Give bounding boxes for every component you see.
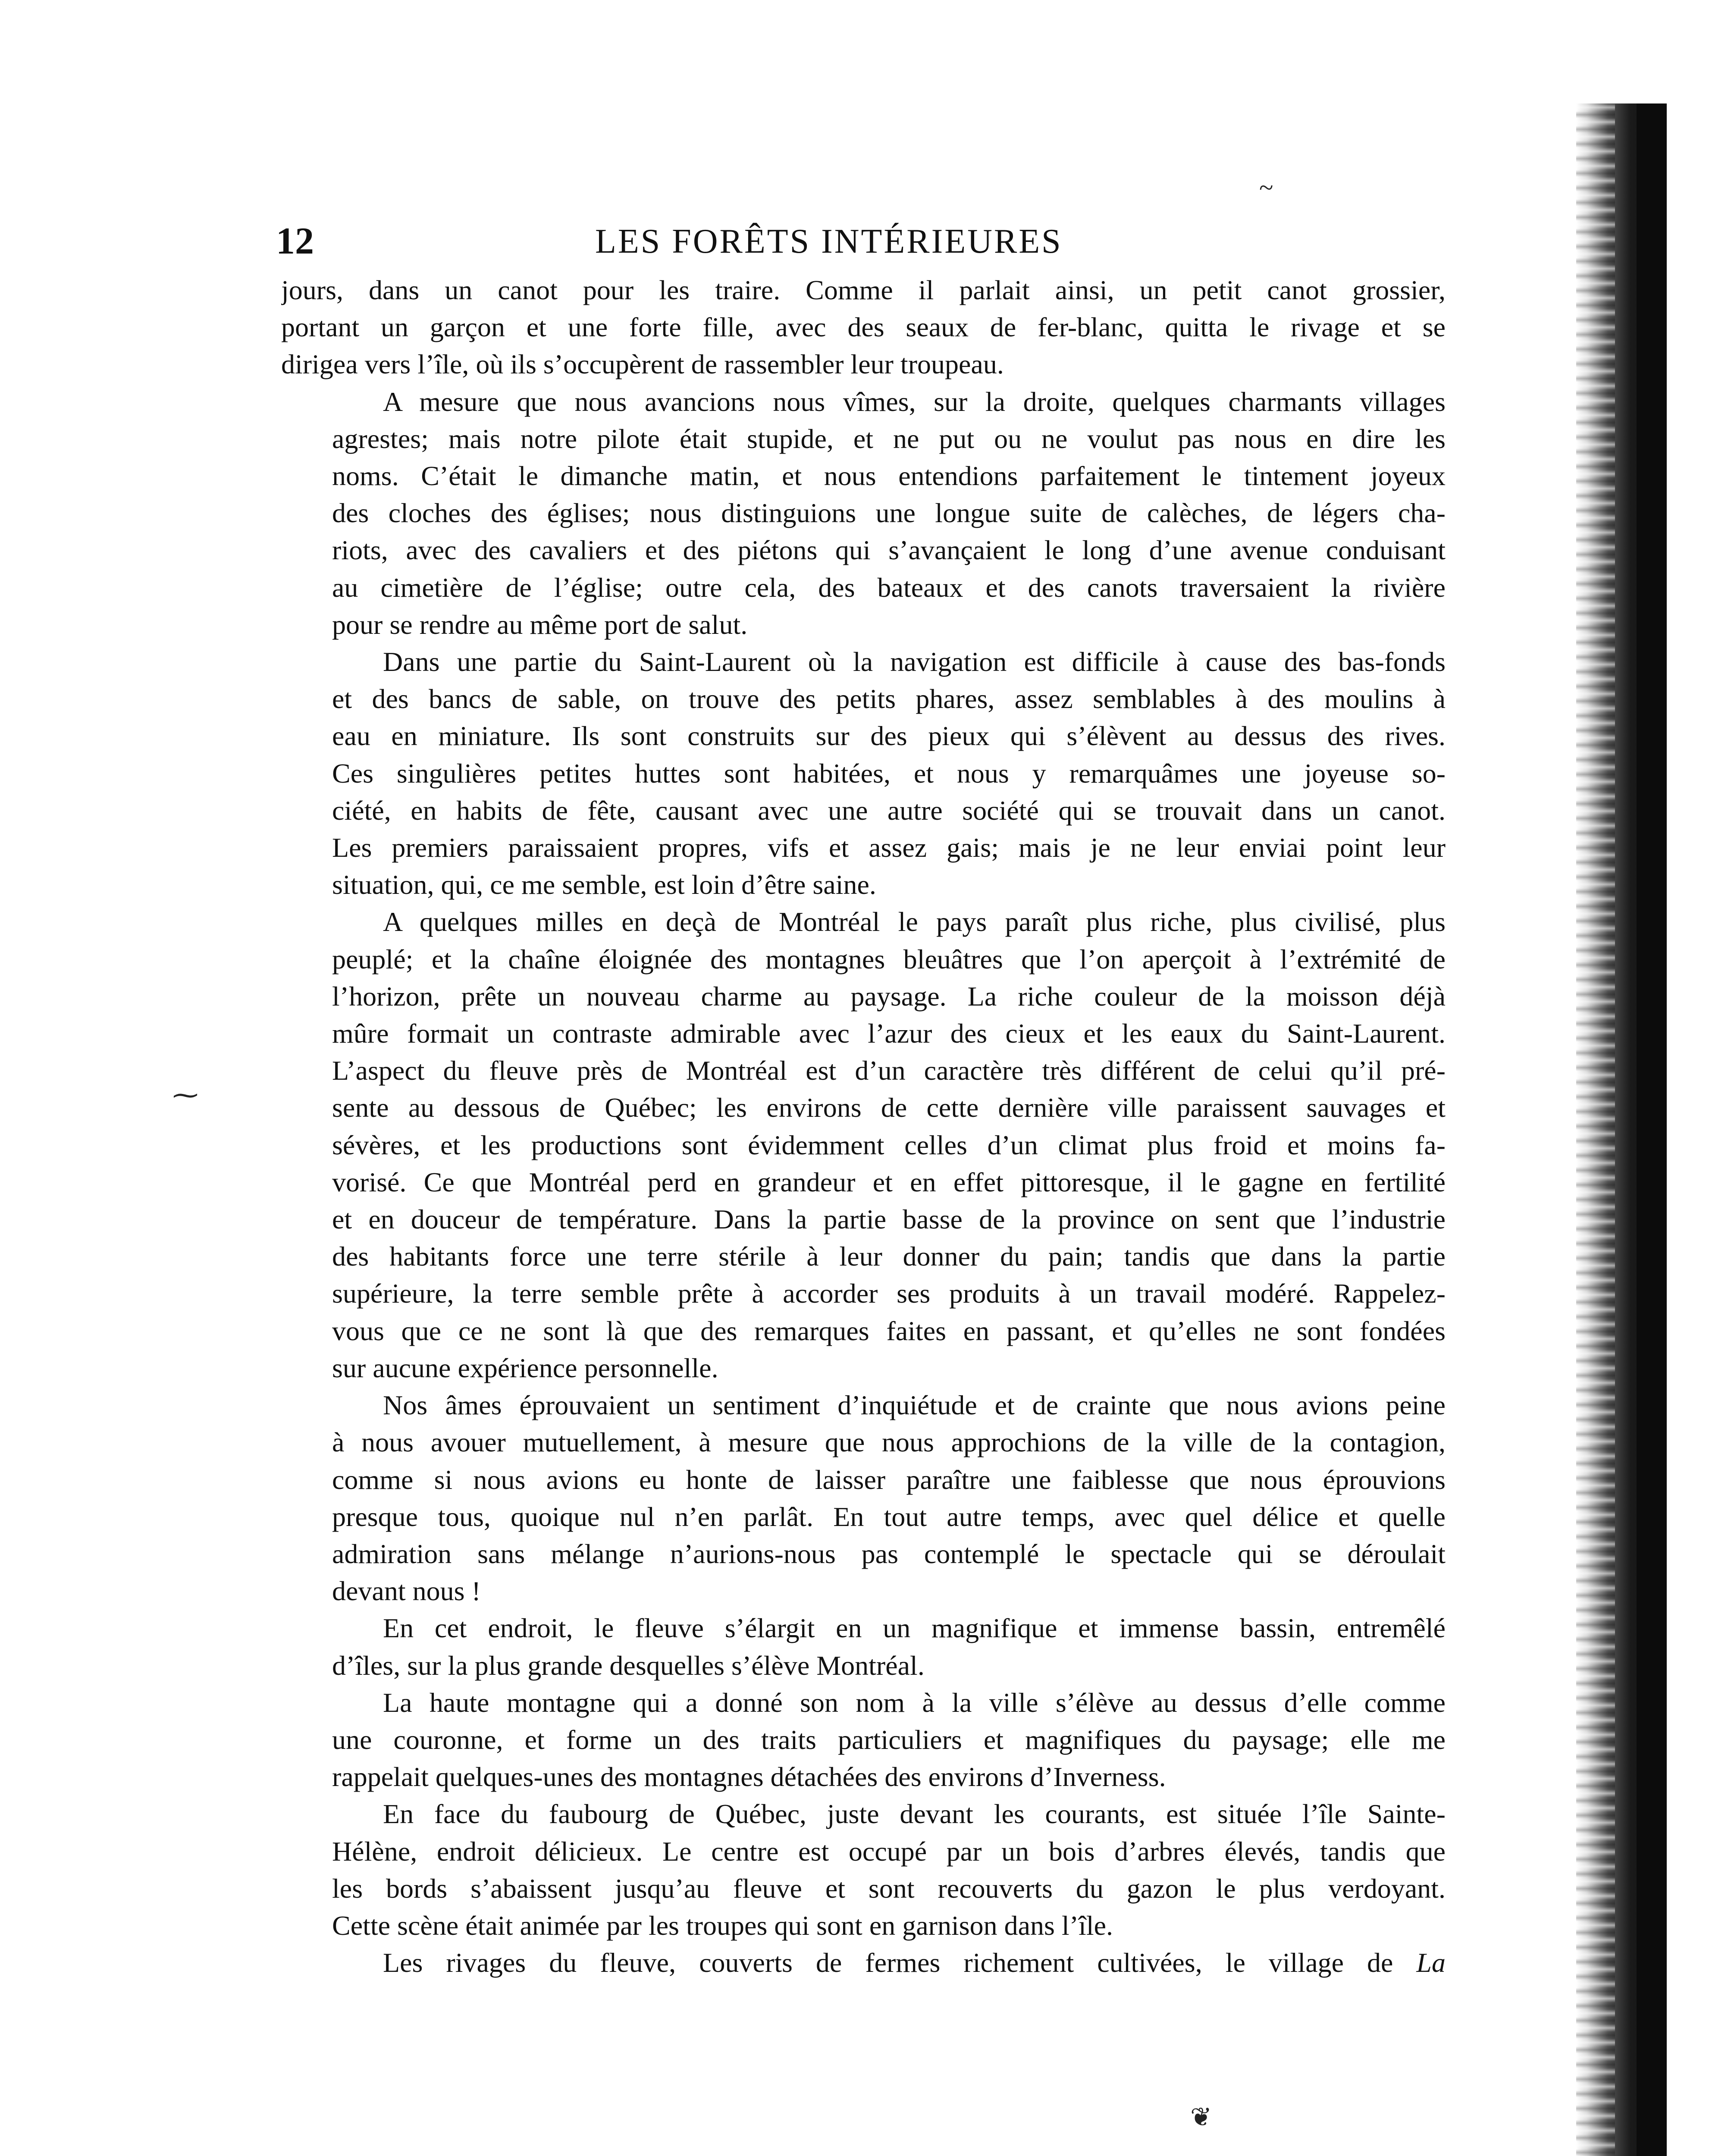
text-line: A quelques milles en deçà de Montréal le pays paraît plus riche, plus civilisé, plus [383,906,1446,937]
paragraph [281,383,1446,643]
text-line: et en douceur de température. Dans la partie basse de la province on sent que l’industrie [332,1204,1446,1235]
text-line: Nos âmes éprouvaient un sentiment d’inquiétude et de crainte que nous avions peine [383,1390,1446,1421]
text-line: au cimetière de l’église; outre cela, des bateaux et des canots traversaient la rivière [332,572,1446,603]
text-line [281,1944,1446,1981]
body-text [281,272,1446,1981]
paragraph [281,1610,1446,1684]
text-line: devant nous ! [332,1576,481,1607]
text-line: riots, avec des cavaliers et des piétons qui s’avançaient le long d’une avenue conduisant [332,535,1446,566]
text-line: supérieure, la terre semble prête à accorder ses produits à un travail modéré. Rappelez- [332,1278,1446,1309]
page-edge-shadow [1637,103,1667,2156]
ink-smudge-mark: ❦ [1190,2103,1212,2131]
text-line: L’aspect du fleuve près de Montréal est d’un caractère très différent de celui qu’il pré- [332,1055,1446,1086]
text-line: une couronne, et forme un des traits particuliers et magnifiques du paysage; elle me [332,1724,1446,1755]
paragraph [281,1684,1446,1796]
paragraph [281,272,1446,383]
text-line: noms. C’était le dimanche matin, et nous entendions parfaitement le tintement joyeux [332,461,1446,492]
text-line: d’îles, sur la plus grande desquelles s’élève Montréal. [332,1650,925,1681]
text-line: et des bancs de sable, on trouve des petits phares, assez semblables à des moulins à [332,683,1446,714]
text-line: sur aucune expérience personnelle. [332,1352,718,1383]
paragraph [281,903,1446,1387]
text-line: Hélène, endroit délicieux. Le centre est occupé par un bois d’arbres élevés, tandis que [332,1836,1446,1867]
text-line: presque tous, quoique nul n’en parlât. En tout autre temps, avec quel délice et quelle [332,1501,1446,1532]
page-header [276,216,1449,267]
text-line: l’horizon, prête un nouveau charme au paysage. La riche couleur de la moisson déjà [332,981,1446,1012]
text-line: peuplé; et la chaîne éloignée des montagnes bleuâtres que l’on aperçoit à l’extrémité de [332,943,1446,975]
text-line: ciété, en habits de fête, causant avec une autre société qui se trouvait dans un canot. [332,795,1446,826]
text-line: Les premiers paraissaient propres, vifs et assez gais; mais je ne leur enviai point leur [332,832,1446,863]
text-line: sévères, et les productions sont évidemment celles d’un climat plus froid et moins fa- [332,1129,1446,1160]
ink-smudge-mark: ⁓ [172,1081,198,1109]
text-line: portant un garçon et une forte fille, avec des seaux de fer-blanc, quitta le rivage et se [281,312,1446,343]
text-line: mûre formait un contraste admirable avec l’azur des cieux et les eaux du Saint-Laurent. [332,1018,1446,1049]
text-line: eau en miniature. Ils sont construits sur des pieux qui s’élèvent au dessus des rives. [332,721,1446,752]
page-number: 12 [276,220,314,262]
paragraph [281,1387,1446,1610]
text-line: à nous avouer mutuellement, à mesure que nous approchions de la ville de la contagion, [332,1427,1446,1458]
text-line: A mesure que nous avancions nous vîmes, sur la droite, quelques charmants villages [383,386,1446,417]
text-line: des habitants force une terre stérile à leur donner du pain; tandis que dans la partie [332,1241,1446,1272]
text-line: pour se rendre au même port de salut. [332,609,748,640]
scanned-page-edge [1576,103,1667,2156]
paragraph [281,1796,1446,1944]
text-line: comme si nous avions eu honte de laisser paraître une faiblesse que nous éprouvions [332,1464,1446,1495]
text-line: agrestes; mais notre pilote était stupide, et ne put ou ne voulut pas nous en dire les [332,423,1446,454]
text-line: Ces singulières petites huttes sont habitées, et nous y remarquâmes une joyeuse so- [332,758,1446,789]
paragraph [281,1944,1446,1981]
ink-speck-ornament: ~ [1259,173,1273,202]
text-line: En cet endroit, le fleuve s’élargit en un magnifique et immense bassin, entremêlé [383,1613,1446,1644]
text-line: jours, dans un canot pour les traire. Comme il parlait ainsi, un petit canot grossier, [281,275,1446,305]
running-title: LES FORÊTS INTÉRIEURES [595,222,1063,260]
italic-place-name: La [1416,1947,1446,1978]
text-line: vous que ce ne sont là que des remarques faites en passant, et qu’elles ne sont fondées [332,1315,1446,1346]
text-line: admiration sans mélange n’aurions-nous pas contemplé le spectacle qui se déroulait [332,1538,1446,1569]
text-line: sente au dessous de Québec; les environs de cette dernière ville paraissent sauvages et [332,1092,1446,1123]
text-line: les bords s’abaissent jusqu’au fleuve et sont recouverts du gazon le plus verdoyant. [332,1873,1446,1904]
text-line: Cette scène était animée par les troupes qui sont en garnison dans l’île. [332,1910,1113,1941]
paragraph [281,643,1446,903]
text-line: dirigea vers l’île, où ils s’occupèrent de rassembler leur troupeau. [281,349,1004,380]
text-line: La haute montagne qui a donné son nom à la ville s’élève au dessus d’elle comme [383,1687,1446,1718]
text-line: En face du faubourg de Québec, juste devant les courants, est située l’île Sainte- [383,1799,1446,1830]
text-line: des cloches des églises; nous distinguions une longue suite de calèches, de légers cha- [332,498,1446,529]
text-line: Dans une partie du Saint-Laurent où la navigation est difficile à cause des bas-fonds [383,646,1446,677]
text-fragment: Les rivages du fleuve, couverts de fermes richement cultivées, le village de [383,1947,1393,1978]
text-line: vorisé. Ce que Montréal perd en grandeur et en effet pittoresque, il le gagne en fertilité [332,1166,1446,1197]
text-line: situation, qui, ce me semble, est loin d’être saine. [332,869,876,900]
text-line: rappelait quelques-unes des montagnes détachées des environs d’Inverness. [332,1761,1166,1792]
